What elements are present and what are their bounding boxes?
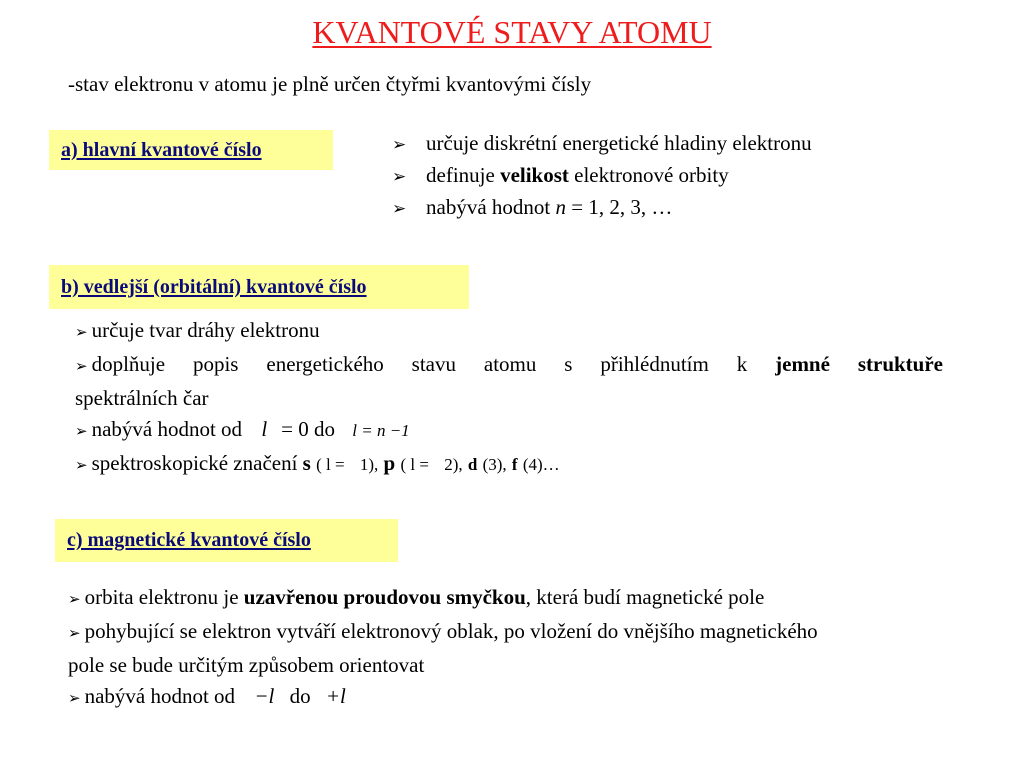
list-item <box>392 160 812 192</box>
item-continuation: spektrálních čar <box>75 386 209 410</box>
arrow-bullet-icon: ➢ <box>392 135 407 154</box>
section-a-label <box>49 130 333 170</box>
list-item: ➢ doplňuje popis energetického stavu atomu s přihlédnutím k jemné struktuře <box>75 349 943 383</box>
bold-term: velikost <box>500 163 569 187</box>
section-a-label-text: a) hlavní kvantové číslo <box>61 138 262 161</box>
intro-text: -stav elektronu v atomu je plně určen čtyřmi kvantovými čísly <box>68 72 592 96</box>
page-title: KVANTOVÉ STAVY ATOMU <box>312 14 712 50</box>
bold-term: struktuře <box>857 352 943 376</box>
list-item: ➢ nabývá hodnot od l = 0 do l = n −1 <box>75 414 943 448</box>
list-item <box>392 128 812 160</box>
section-b-label <box>49 265 469 309</box>
arrow-bullet-icon: ➢ <box>392 199 407 218</box>
arrow-bullet-icon: ➢ <box>68 626 81 642</box>
arrow-bullet-icon: ➢ <box>68 691 81 707</box>
list-item: ➢ nabývá hodnot od −l do +l <box>68 681 988 715</box>
item-text: nabývá hodnot n = 1, 2, 3, … <box>426 195 673 219</box>
list-item: ➢ spektroskopické značení s ( l = 1), p ( l = 2), d (3), f (4)… <box>75 448 943 482</box>
arrow-bullet-icon: ➢ <box>75 325 88 341</box>
bold-term: jemné <box>775 352 830 376</box>
arrow-bullet-icon: ➢ <box>68 592 81 608</box>
list-item: ➢ určuje tvar dráhy elektronu <box>75 315 943 349</box>
math-minus-l: −l <box>254 684 275 708</box>
arrow-bullet-icon: ➢ <box>75 424 88 440</box>
math-var-l: l <box>261 417 268 441</box>
list-item: ➢ pohybující se elektron vytváří elektronový oblak, po vložení do vnějšího magnetického <box>68 616 988 650</box>
bold-term: uzavřenou proudovou smyčkou <box>243 585 526 609</box>
section-c-label <box>55 519 398 562</box>
math-expression: l = n −1 <box>352 421 410 440</box>
math-var-n: n <box>555 195 566 219</box>
list-item <box>392 192 812 224</box>
arrow-bullet-icon: ➢ <box>75 458 88 474</box>
item-text: určuje diskrétní energetické hladiny elektronu <box>426 131 812 155</box>
section-c-list <box>68 582 988 715</box>
arrow-bullet-icon: ➢ <box>392 167 407 186</box>
list-item: ➢ orbita elektronu je uzavřenou proudovou smyčkou, která budí magnetické pole <box>68 582 988 616</box>
section-b-label-text: b) vedlejší (orbitální) kvantové číslo <box>61 275 367 298</box>
section-c-label-text: c) magnetické kvantové číslo <box>67 529 311 551</box>
section-a-list <box>392 128 812 224</box>
section-b-list <box>75 315 943 482</box>
math-plus-l: +l <box>325 684 346 708</box>
item-text: definuje velikost elektronové orbity <box>426 163 729 187</box>
item-continuation: pole se bude určitým způsobem orientovat <box>68 653 425 677</box>
arrow-bullet-icon: ➢ <box>75 359 88 375</box>
